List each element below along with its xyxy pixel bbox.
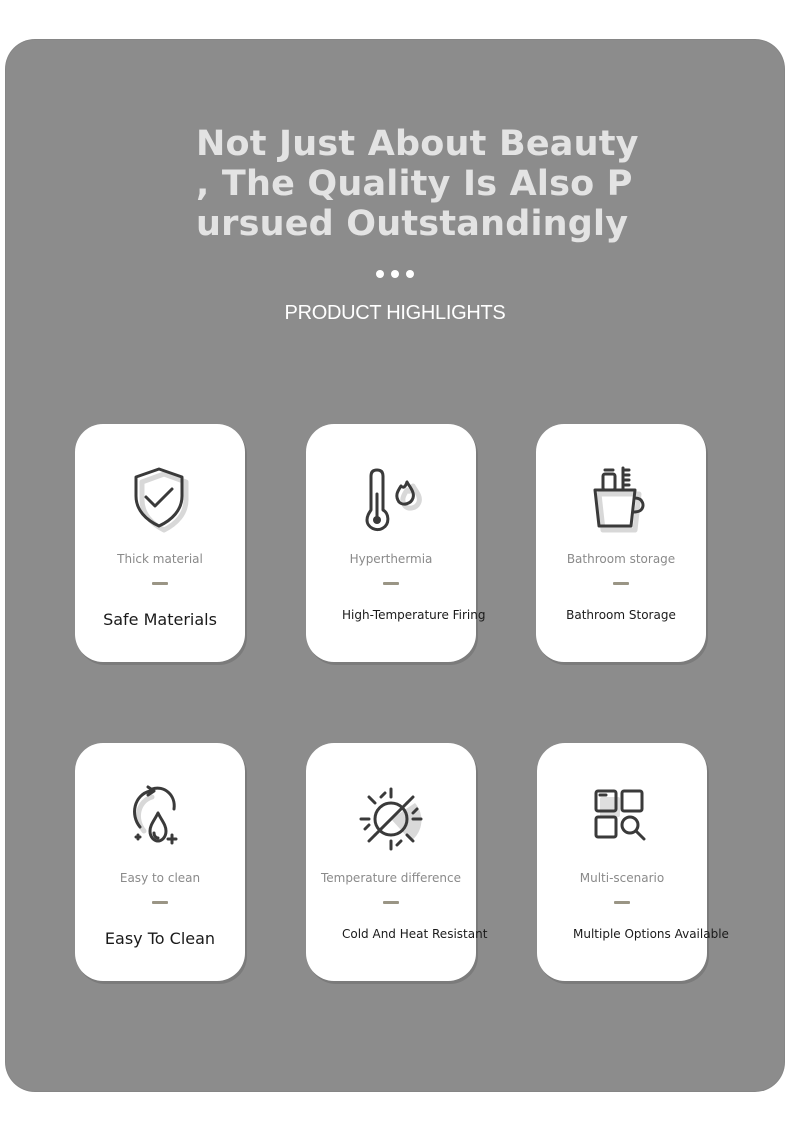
grid-search-icon [586, 783, 658, 855]
highlight-card-cold-and-heat-resistant [306, 743, 488, 981]
highlight-label: Thick material [117, 552, 203, 566]
highlight-value: Multiple Options Available [573, 927, 729, 941]
headline-line-2: , The Quality Is Also P [196, 164, 633, 204]
accent-divider [614, 901, 630, 904]
accent-divider [152, 901, 168, 904]
water-drop-clean-icon [124, 783, 196, 855]
highlight-label: Temperature difference [320, 871, 462, 885]
highlight-card-easy-to-clean [75, 743, 245, 981]
highlight-card-multiple-options [537, 743, 729, 981]
highlight-value: High-Temperature Firing [342, 608, 486, 622]
highlight-value: Easy To Clean [104, 929, 216, 948]
headline-line-1: Not Just About Beauty [196, 124, 639, 164]
dots-divider-icon [374, 270, 416, 280]
highlight-value: Bathroom Storage [566, 608, 676, 622]
toothbrush-cup-icon [585, 464, 657, 536]
section-subtitle: PRODUCT HIGHLIGHTS [284, 302, 506, 324]
highlight-value: Safe Materials [103, 610, 217, 629]
highlight-card-safe-materials [75, 424, 245, 662]
page-headline [196, 124, 639, 244]
shield-check-icon [124, 464, 196, 536]
sun-snowflake-icon [355, 783, 427, 855]
highlight-label: Easy to clean [119, 871, 201, 885]
accent-divider [613, 582, 629, 585]
highlight-label: Multi-scenario [579, 871, 665, 885]
highlight-value: Cold And Heat Resistant [342, 927, 488, 941]
accent-divider [152, 582, 168, 585]
highlight-card-high-temperature-firing [306, 424, 486, 662]
highlight-card-bathroom-storage [536, 424, 706, 662]
highlight-label: Hyperthermia [349, 552, 433, 566]
headline-line-3: ursued Outstandingly [196, 204, 629, 244]
accent-divider [383, 582, 399, 585]
thermometer-flame-icon [355, 464, 427, 536]
accent-divider [383, 901, 399, 904]
highlight-label: Bathroom storage [566, 552, 676, 566]
